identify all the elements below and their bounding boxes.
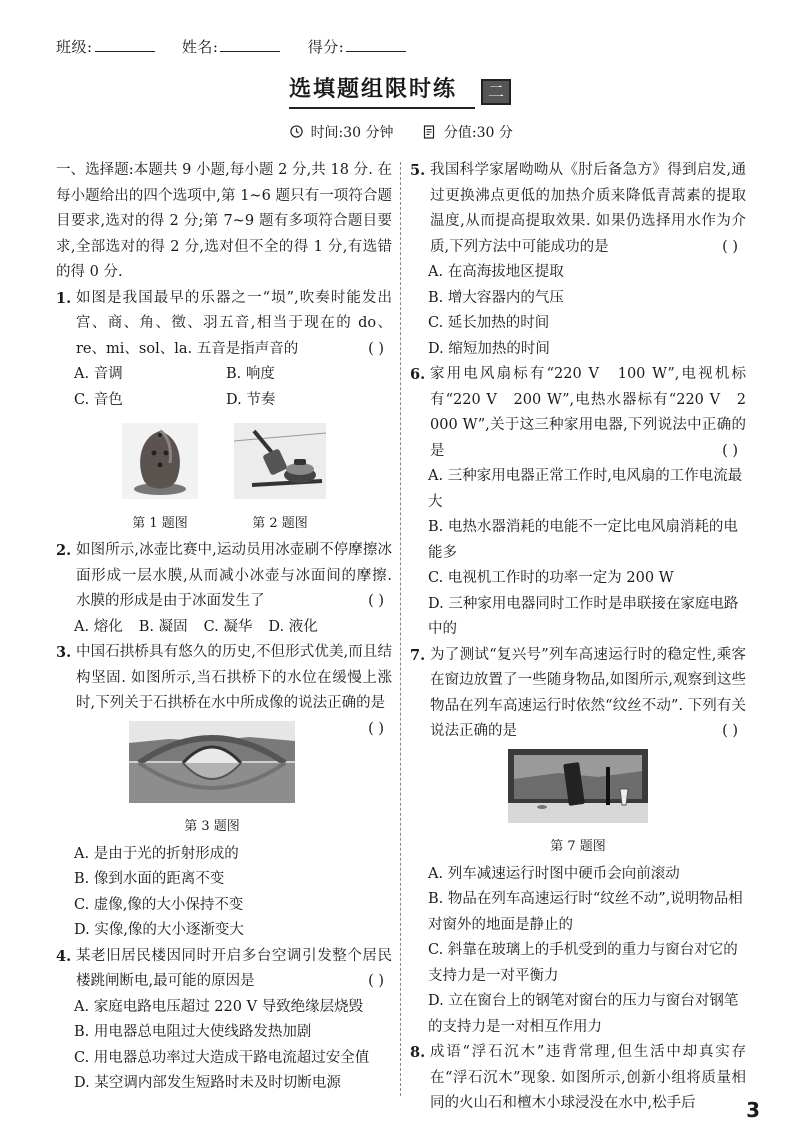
option-d[interactable]: D. 缩短加热的时间 [428, 340, 550, 357]
figure-7 [508, 749, 648, 860]
option-a[interactable]: A. 列车减速运行时图中硬币会向前滚动 [428, 865, 680, 882]
option-c[interactable]: C. 凝华 [203, 618, 253, 635]
figure-1 [122, 423, 198, 536]
answer-paren: ( ) [368, 720, 384, 737]
figure-3-wrap [56, 721, 368, 840]
option-d[interactable]: D. 实像,像的大小逐渐变大 [74, 922, 244, 938]
score-text: 分值:30 分 [443, 125, 513, 141]
question-number: 7. [410, 646, 426, 664]
figure-2-caption: 第 2 题图 [252, 515, 308, 531]
option-c[interactable]: C. 电视机工作时的功率一定为 200 W [428, 570, 674, 586]
option-d[interactable]: D. 三种家用电器同时工作时是串联接在家庭电路中的 [428, 595, 739, 637]
right-column [410, 158, 746, 1117]
page-title: 选填题组限时练 [289, 68, 475, 109]
option-a[interactable]: A. 在高海拔地区提取 [428, 264, 564, 280]
question-stem: 家用电风扇标有“220 V 100 W”,电视机标有“220 V 200 W”,电热水器标有“220 V 2 000 W”,关于这三种家用电器,下列说法中正确的是 [430, 366, 746, 459]
question-4 [56, 944, 392, 995]
title-badge: 二 [481, 79, 511, 105]
option-d[interactable]: D. 液化 [268, 618, 318, 635]
title-block [0, 68, 800, 109]
question-number: 5. [410, 162, 426, 179]
score-label: 得分: [307, 38, 345, 56]
question-stem: 成语“浮石沉木”违背常理,但生活中却真实存在“浮石沉木”现象. 如图所示,创新小组将质量相同的火山石和檀木小球浸没在水中,松手后 [430, 1044, 746, 1111]
option-b[interactable]: B. 电热水器消耗的电能不一定比电风扇消耗的电能多 [428, 519, 738, 561]
option-d[interactable]: D. 立在窗台上的钢笔对窗台的压力与窗台对钢笔的支持力是一对相互作用力 [428, 993, 739, 1035]
option-b[interactable]: B. 用电器总电阻过大使线路发热加剧 [74, 1024, 312, 1040]
option-a[interactable]: A. 三种家用电器正常工作时,电风扇的工作电流最大 [428, 468, 743, 510]
question-number: 3. [56, 644, 72, 661]
question-stem: 如图是我国最早的乐器之一“埙”,吹奏时能发出宫、商、角、徵、羽五音,相当于现在的 do、re、mi、sol、la. 五音是指声音的 [76, 289, 392, 357]
option-a[interactable]: A. 熔化 [74, 618, 123, 635]
q1-options-row-2 [56, 388, 392, 414]
question-number: 1. [56, 289, 72, 307]
q1-options-row-1 [56, 362, 392, 388]
score-field[interactable] [346, 37, 406, 52]
figure-7-wrap [410, 749, 746, 860]
option-d[interactable]: D. 某空调内部发生短路时未及时切断电源 [74, 1075, 341, 1091]
option-c[interactable]: C. 用电器总功率过大造成干路电流超过安全值 [74, 1049, 370, 1066]
question-number: 4. [56, 947, 72, 965]
option-b[interactable]: B. 响度 [226, 366, 275, 382]
figure-2 [234, 423, 326, 536]
option-b[interactable]: B. 增大容器内的气压 [428, 289, 564, 306]
option-c[interactable]: C. 音色 [74, 391, 123, 408]
figure-3 [129, 721, 295, 840]
meta-row [0, 122, 800, 142]
answer-paren: ( ) [368, 593, 384, 609]
class-field[interactable] [95, 37, 155, 52]
question-number: 6. [410, 366, 426, 383]
answer-paren: ( ) [368, 973, 384, 989]
option-c[interactable]: C. 虚像,像的大小保持不变 [74, 896, 244, 913]
question-6 [410, 362, 746, 464]
option-a[interactable]: A. 家庭电路电压超过 220 V 导致绝缘层烧毁 [74, 998, 364, 1015]
class-label: 班级: [56, 38, 93, 56]
question-stem: 中国石拱桥具有悠久的历史,不但形式优美,而且结构坚固. 如图所示,当石拱桥下的水位在缓慢上涨时,下列关于石拱桥在水中所成像的说法正确的是 [76, 644, 392, 711]
option-b[interactable]: B. 像到水面的距离不变 [74, 871, 225, 887]
question-3 [56, 640, 392, 737]
option-b[interactable]: B. 凝固 [138, 618, 188, 635]
answer-paren: ( ) [722, 442, 738, 459]
column-divider [400, 162, 401, 1096]
option-c[interactable]: C. 斜靠在玻璃上的手机受到的重力与窗台对它的支持力是一对平衡力 [428, 942, 738, 984]
stone-bridge-image [129, 721, 295, 803]
option-c[interactable]: C. 延长加热的时间 [428, 315, 550, 331]
section-intro: 一、选择题:本题共 9 小题,每小题 2 分,共 18 分. 在每小题给出的四个选项中,第 1~6 题只有一项符合题目要求,选对的得 2 分;第 7~9 题有多项符合题目要求,全部选对的得 2 分,选对但不全的得 1 分,有选错的得 0 分. [56, 162, 392, 280]
page-number: 3 [746, 1098, 760, 1122]
question-number: 2. [56, 542, 72, 559]
document-icon [423, 125, 440, 141]
left-column [56, 158, 392, 1097]
train-window-image [508, 749, 648, 823]
xun-instrument-image [122, 423, 198, 499]
question-stem: 如图所示,冰壶比赛中,运动员用冰壶刷不停摩擦冰面形成一层水膜,从而减小冰壶与冰面间的摩擦. 水膜的形成是由于冰面发生了 [76, 542, 392, 609]
question-number: 8. [410, 1044, 426, 1061]
question-5 [410, 158, 746, 260]
figure-7-caption: 第 7 题图 [550, 839, 606, 854]
time-text: 时间:30 分钟 [310, 125, 394, 141]
name-field[interactable] [220, 37, 280, 52]
figure-1-caption: 第 1 题图 [132, 515, 188, 531]
answer-paren: ( ) [722, 723, 738, 739]
question-2 [56, 538, 392, 615]
figures-1-2 [56, 423, 392, 536]
answer-paren: ( ) [368, 340, 384, 357]
curling-image [234, 423, 326, 499]
header-fields [56, 36, 428, 57]
question-1 [56, 286, 392, 363]
option-a[interactable]: A. 是由于光的折射形成的 [74, 845, 239, 862]
question-8 [410, 1040, 746, 1117]
question-stem: 为了测试“复兴号”列车高速运行时的稳定性,乘客在窗边放置了一些随身物品,如图所示,观察到这些物品在列车高速运行时依然“纹丝不动”. 下列有关说法正确的是 [430, 646, 746, 739]
figure-3-caption: 第 3 题图 [184, 819, 240, 834]
question-stem: 我国科学家屠呦呦从《肘后备急方》得到启发,通过更换沸点更低的加热介质来降低青蒿素的提取温度,从而提高提取效果. 如果仍选择用水作为介质,下列方法中可能成功的是 [430, 162, 746, 255]
question-7 [410, 643, 746, 745]
q2-options [56, 615, 392, 641]
option-b[interactable]: B. 物品在列车高速运行时“纹丝不动”,说明物品相对窗外的地面是静止的 [428, 891, 743, 933]
clock-icon [290, 125, 307, 141]
name-label: 姓名: [181, 38, 219, 56]
option-a[interactable]: A. 音调 [74, 366, 123, 382]
option-d[interactable]: D. 节奏 [226, 391, 276, 408]
question-stem: 某老旧居民楼因同时开启多台空调引发整个居民楼跳闸断电,最可能的原因是 [76, 947, 392, 989]
answer-paren: ( ) [722, 238, 738, 255]
